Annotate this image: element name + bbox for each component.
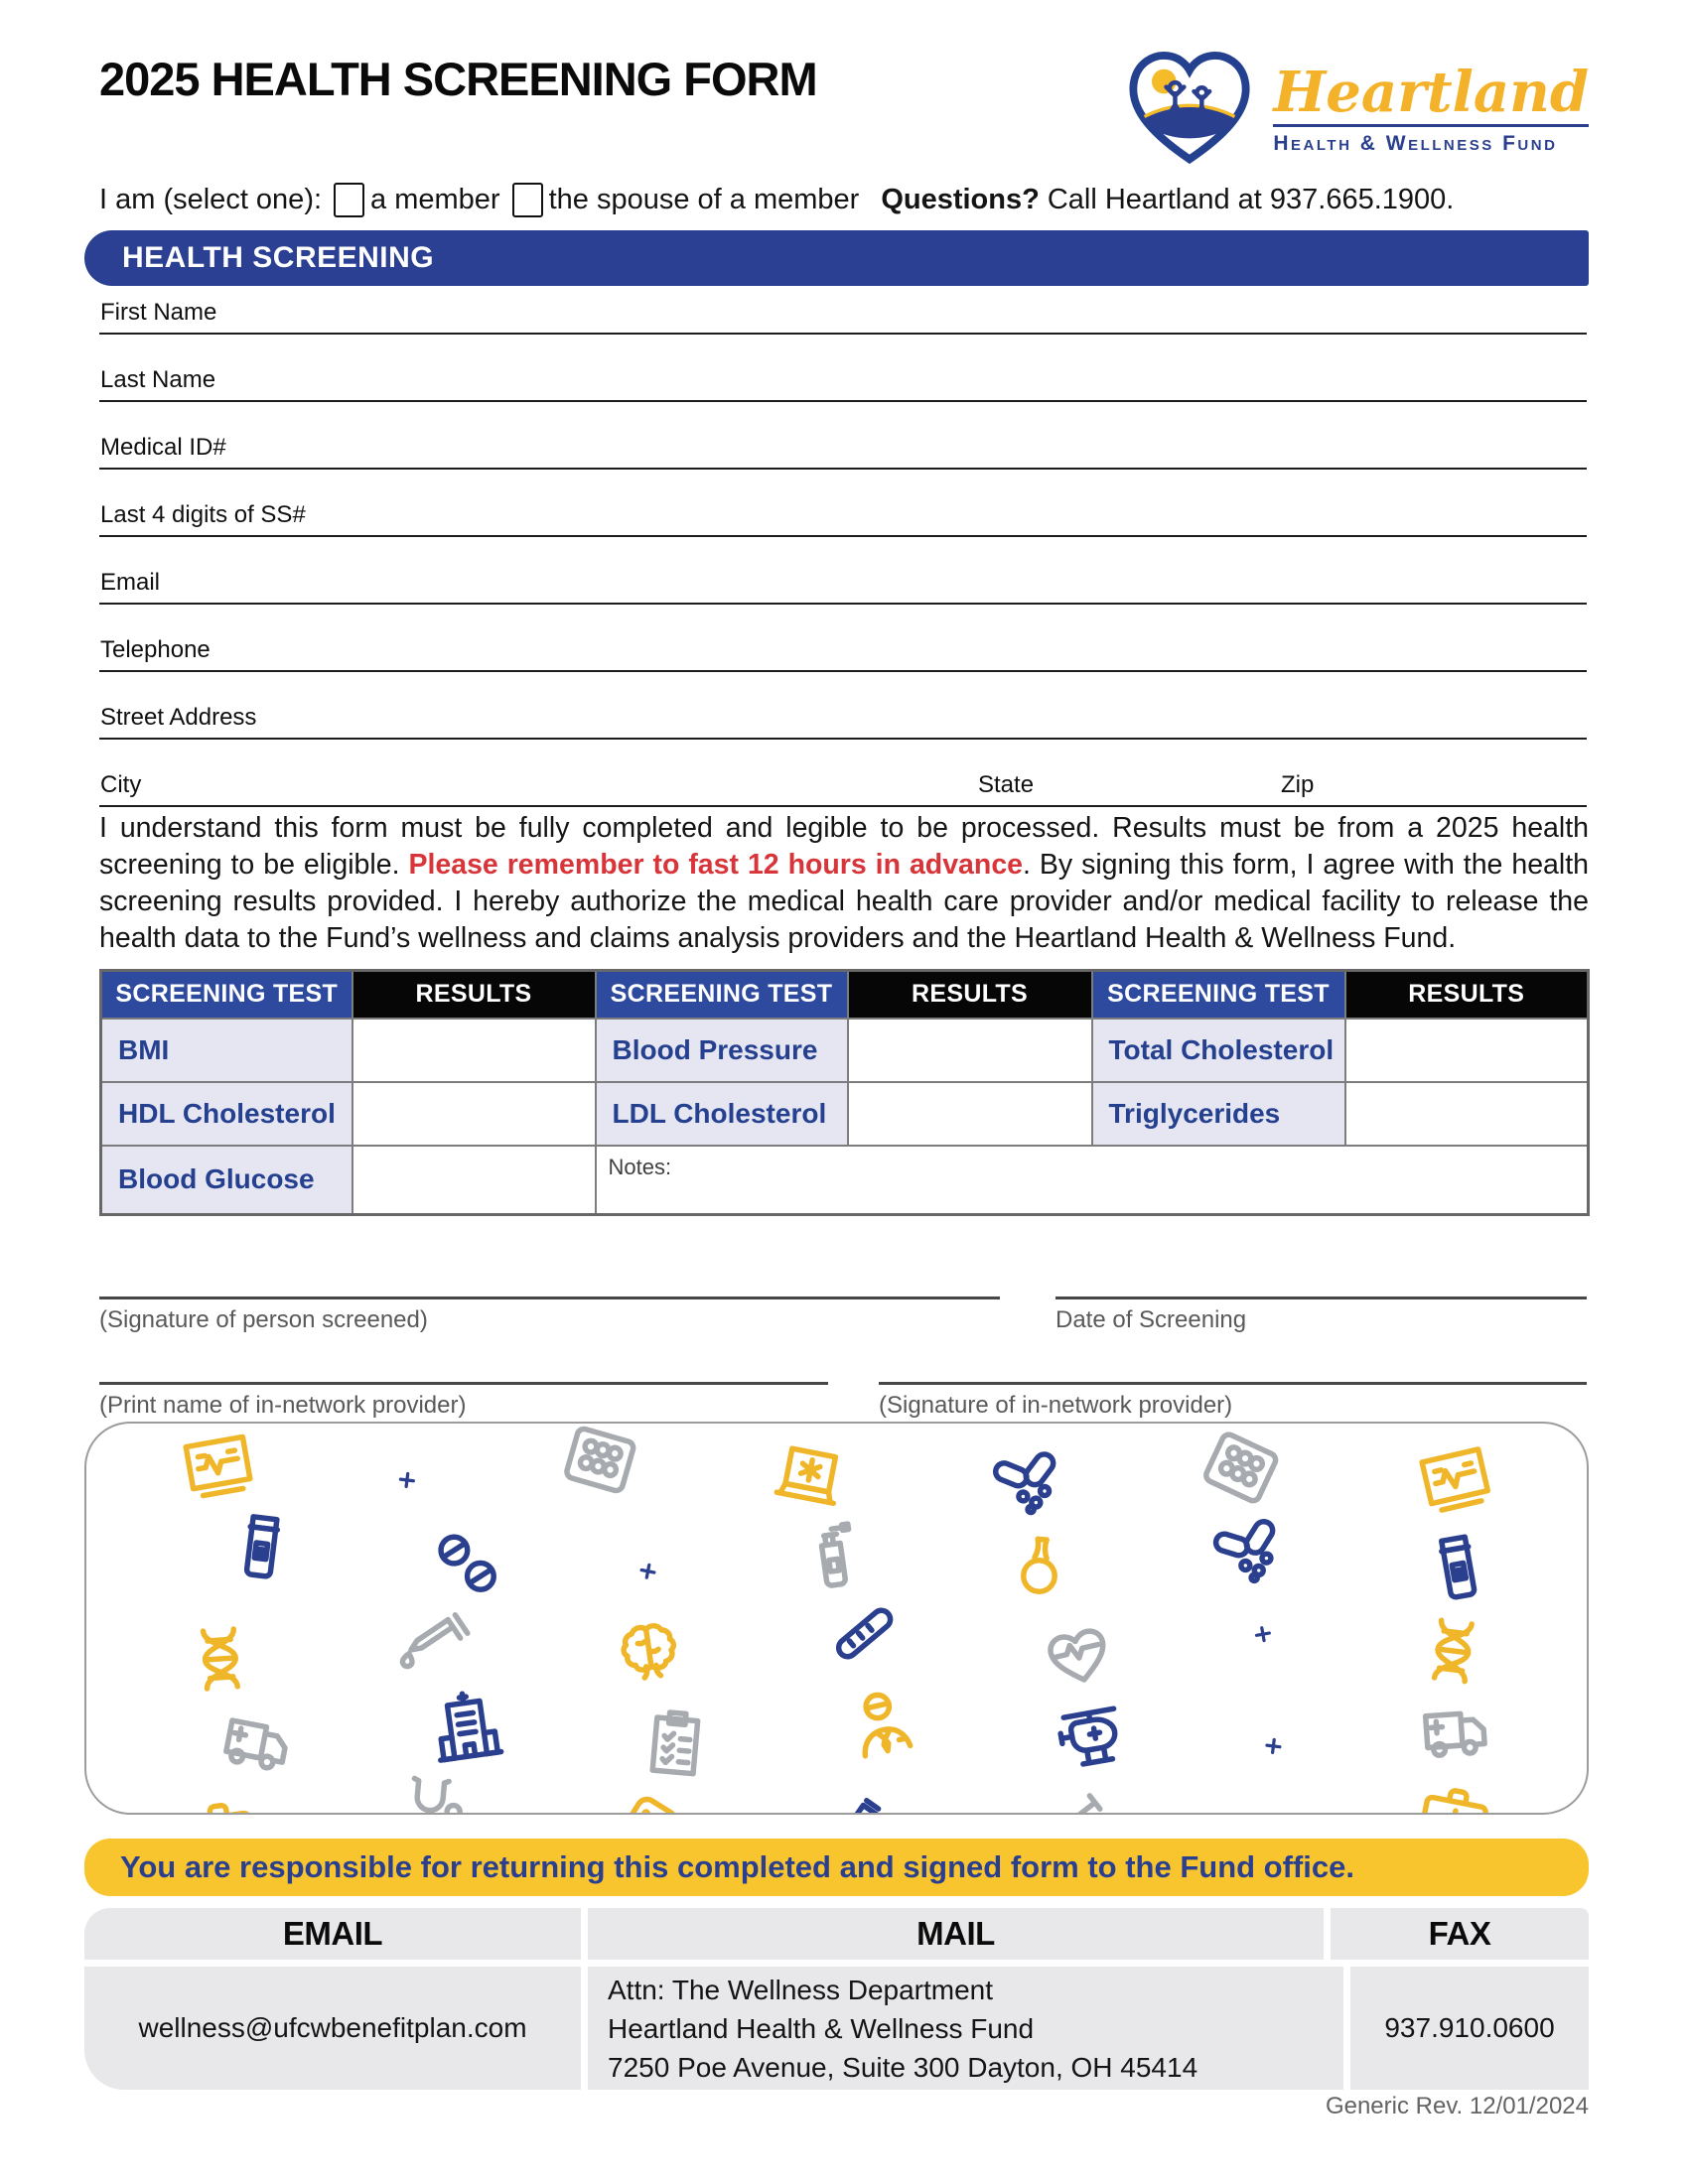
ambulance-icon — [211, 1694, 306, 1789]
first-name-label: First Name — [100, 299, 217, 326]
blood-glucose-result-cell[interactable] — [352, 1146, 596, 1215]
pill-bottle-icon — [1411, 1520, 1505, 1614]
blood-glucose-label: Blood Glucose — [101, 1146, 352, 1215]
spouse-checkbox[interactable] — [512, 183, 543, 217]
member-option-label: a member — [370, 184, 500, 215]
ekg-monitor-icon — [171, 1422, 265, 1513]
tablets-icon — [425, 1520, 512, 1607]
notes-label: Notes: — [608, 1154, 672, 1179]
plus-icon — [1250, 1813, 1282, 1815]
spray-bottle-icon — [786, 1509, 879, 1601]
person-signature-line[interactable] — [99, 1297, 1000, 1299]
hospital-icon — [421, 1682, 513, 1774]
medical-id-field[interactable] — [99, 402, 1587, 470]
triglycerides-result-cell[interactable] — [1345, 1082, 1589, 1146]
table-row — [101, 1146, 1589, 1215]
total-cholesterol-label: Total Cholesterol — [1092, 1019, 1345, 1082]
contact-header-row — [84, 1908, 1589, 1960]
member-type-lead: I am (select one): — [99, 184, 323, 215]
blood-pressure-result-cell[interactable] — [848, 1019, 1092, 1082]
member-checkbox[interactable] — [334, 183, 364, 217]
pattern-row — [86, 1602, 1587, 1690]
mail-column-header: MAIL — [588, 1908, 1324, 1960]
bmi-label: BMI — [101, 1019, 352, 1082]
street-address-label: Street Address — [100, 704, 257, 731]
ambulance-icon — [1413, 1686, 1500, 1773]
return-instructions-banner: You are responsible for returning this completed and signed form to the Fund office. — [84, 1839, 1589, 1896]
personal-info-fields — [99, 267, 1587, 807]
member-type-row — [99, 183, 1454, 217]
mail-address — [588, 1967, 1343, 2090]
provider-name-line[interactable] — [99, 1382, 828, 1385]
page-title: 2025 HEALTH SCREENING FORM — [99, 53, 817, 105]
last-name-label: Last Name — [100, 366, 216, 393]
plus-icon — [1246, 1617, 1281, 1652]
state-label: State — [978, 771, 1035, 798]
logo-wordmark: Heartland — [1273, 60, 1589, 125]
street-address-field[interactable] — [99, 672, 1587, 740]
brain-icon — [603, 1608, 695, 1701]
heart-logo-icon — [1116, 44, 1263, 175]
blister-pack-icon — [549, 1422, 649, 1510]
heartland-logo — [1116, 44, 1589, 175]
hdl-result-cell[interactable] — [352, 1082, 596, 1146]
contact-table — [84, 1908, 1589, 2090]
bmi-result-cell[interactable] — [352, 1019, 596, 1082]
telephone-field[interactable] — [99, 605, 1587, 672]
authorization-paragraph — [99, 810, 1589, 957]
pattern-row — [86, 1690, 1587, 1777]
ldl-cholesterol-label: LDL Cholesterol — [596, 1082, 848, 1146]
mail-line: Attn: The Wellness Department — [608, 1974, 994, 2005]
contact-body-row — [84, 1967, 1589, 2090]
capsule-pills-icon — [981, 1438, 1073, 1531]
email-address: wellness@ufcwbenefitplan.com — [84, 1967, 581, 2090]
hdl-cholesterol-label: HDL Cholesterol — [101, 1082, 352, 1146]
ssn-last4-label: Last 4 digits of SS# — [100, 501, 306, 528]
mail-line: 7250 Poe Avenue, Suite 300 Dayton, OH 45414 — [608, 2051, 1198, 2083]
logo-tagline: Health & Wellness Fund — [1273, 124, 1589, 156]
pattern-row — [86, 1777, 1587, 1815]
spouse-option-label: the spouse of a member — [548, 184, 860, 215]
plus-icon — [390, 1463, 423, 1496]
medical-icons-pattern — [84, 1422, 1589, 1815]
revision-note: Generic Rev. 12/01/2024 — [1325, 2093, 1589, 2119]
provider-name-label: (Print name of in-network provider) — [99, 1392, 467, 1419]
provider-signature-label: (Signature of in-network provider) — [879, 1392, 1233, 1419]
dropper-icon — [386, 1594, 482, 1690]
last-name-field[interactable] — [99, 335, 1587, 402]
email-column-header: EMAIL — [84, 1908, 581, 1960]
results-header: RESULTS — [1345, 971, 1589, 1019]
city-state-zip-field[interactable] — [99, 740, 1587, 807]
screening-test-header: SCREENING TEST — [101, 971, 352, 1019]
total-cholesterol-result-cell[interactable] — [1345, 1019, 1589, 1082]
questions-text: Call Heartland at 937.665.1900. — [1047, 184, 1455, 215]
ldl-result-cell[interactable] — [848, 1082, 1092, 1146]
notes-cell[interactable] — [596, 1146, 1589, 1215]
first-name-field[interactable] — [99, 267, 1587, 335]
capsule-pills-icon — [1198, 1504, 1296, 1601]
fasting-reminder: Please remember to fast 12 hours in advance — [408, 849, 1024, 881]
medical-id-label: Medical ID# — [100, 434, 226, 461]
mail-line: Heartland Health & Wellness Fund — [608, 2012, 1035, 2044]
plus-icon — [631, 1554, 665, 1588]
screening-date-line[interactable] — [1055, 1297, 1587, 1299]
email-field[interactable] — [99, 537, 1587, 605]
email-label: Email — [100, 569, 161, 596]
blood-pressure-label: Blood Pressure — [596, 1019, 848, 1082]
thermometer-icon — [819, 1596, 908, 1685]
authorization-text-1: I understand this form must be fully completed and legible to be processed. Results must be from a 2025 health screening to be eligible. — [99, 812, 1589, 881]
results-header: RESULTS — [352, 971, 596, 1019]
stethoscope-icon — [390, 1765, 479, 1815]
person-signature-label: (Signature of person screened) — [99, 1306, 428, 1333]
triglycerides-label: Triglycerides — [1092, 1082, 1345, 1146]
screening-test-header: SCREENING TEST — [1092, 971, 1345, 1019]
syringe-icon — [1032, 1771, 1122, 1815]
screening-test-header: SCREENING TEST — [596, 971, 848, 1019]
pill-bottle-icon — [216, 1501, 307, 1591]
first-aid-kit-icon — [175, 1784, 267, 1815]
pattern-row — [86, 1515, 1587, 1602]
helicopter-icon — [1046, 1691, 1140, 1785]
city-label: City — [100, 771, 142, 798]
provider-signature-line[interactable] — [879, 1382, 1587, 1385]
ssn-last4-field[interactable] — [99, 470, 1587, 537]
ekg-monitor-icon — [1407, 1431, 1504, 1528]
table-header-row — [101, 971, 1589, 1019]
dna-icon — [1408, 1605, 1498, 1696]
pattern-row — [86, 1428, 1587, 1515]
fax-column-header: FAX — [1331, 1908, 1589, 1960]
authorization-text-2: . By signing this form, I agree with the health screening results provided. I hereby authorize the medical health care provider and/or medical facility to release the health data to the Fund’s wellness and claims analysis providers and the Heartland Health & Wellness Fund. — [99, 849, 1589, 954]
results-header: RESULTS — [848, 971, 1092, 1019]
screening-date-label: Date of Screening — [1055, 1306, 1247, 1333]
telephone-label: Telephone — [100, 636, 211, 663]
fax-number: 937.910.0600 — [1350, 1967, 1589, 2090]
dna-icon — [177, 1615, 264, 1703]
microscope-icon — [817, 1786, 912, 1815]
questions-label: Questions? — [881, 184, 1040, 215]
health-screening-banner: HEALTH SCREENING — [84, 230, 1589, 286]
plus-icon — [1256, 1729, 1289, 1762]
bulb-syringe-icon — [996, 1523, 1084, 1611]
laptop-medical-icon — [762, 1429, 857, 1524]
table-row — [101, 1019, 1589, 1082]
screening-results-table — [99, 969, 1590, 1216]
table-row — [101, 1082, 1589, 1146]
zip-label: Zip — [1281, 771, 1315, 798]
clipboard-icon — [632, 1699, 720, 1787]
